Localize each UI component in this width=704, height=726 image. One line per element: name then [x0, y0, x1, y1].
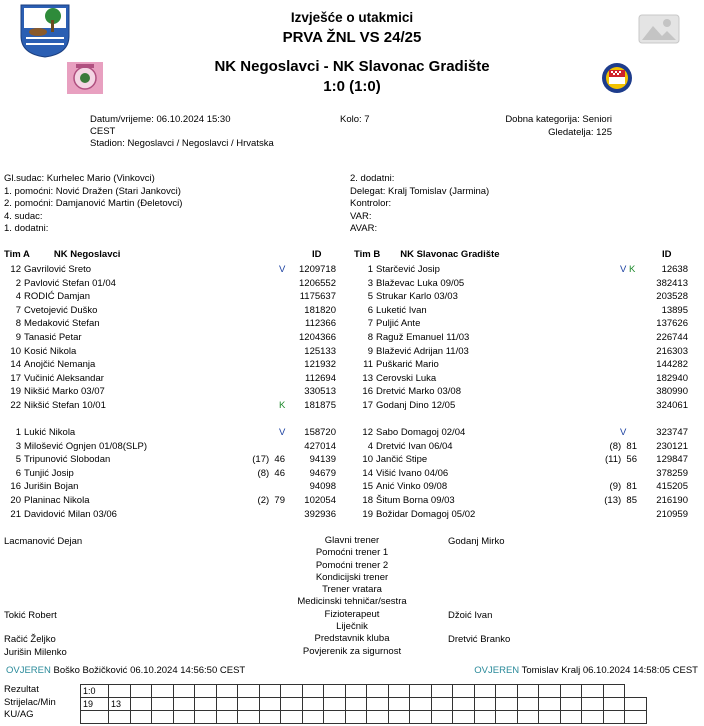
player-number: 2 — [15, 277, 21, 289]
summary-cell — [238, 711, 260, 724]
official-line: Delegat: Kralj Tomislav (Jarmina) — [350, 185, 490, 197]
summary-cell — [195, 698, 217, 711]
player-number: 19 — [10, 386, 21, 398]
player-row — [0, 358, 352, 372]
summary-cell — [388, 685, 410, 698]
player-number: 5 — [15, 454, 21, 466]
player-id: 181875 — [304, 399, 336, 411]
player-id: 158720 — [304, 427, 336, 438]
official-line: AVAR: — [350, 223, 378, 235]
summary-cell — [367, 711, 389, 724]
summary-cell — [431, 685, 453, 698]
summary-cell — [625, 711, 647, 724]
player-number: 13 — [362, 372, 373, 384]
player-row — [352, 399, 704, 413]
summary-cell — [259, 685, 281, 698]
summary-cell — [603, 711, 625, 724]
official-line: 4. sudac: — [4, 210, 43, 222]
card-mark: K — [279, 399, 286, 411]
report-title: Izvješće o utakmici — [290, 10, 414, 25]
player-id: 1204366 — [299, 331, 336, 343]
substitution-info: (13) 85 — [604, 494, 637, 506]
player-name: Godanj Dino 12/05 — [376, 399, 456, 411]
player-row — [0, 277, 352, 291]
summary-cell: 19 — [81, 698, 109, 711]
substitution-info: (17) 46 — [252, 454, 285, 466]
match-title: NK Negoslavci - NK Slavonac Gradište — [214, 58, 490, 75]
summary-cell — [109, 711, 131, 724]
summary-cell — [173, 711, 195, 724]
player-number: 6 — [15, 467, 21, 479]
staff-role: Kondicijski trener — [315, 571, 389, 583]
summary-cell — [324, 698, 346, 711]
player-name: Jurišin Bojan — [24, 481, 79, 493]
league-title: PRVA ŽNL VS 24/25 — [282, 29, 422, 46]
sub-row — [352, 480, 704, 494]
player-number: 3 — [367, 277, 373, 289]
player-id: 94679 — [309, 467, 336, 479]
player-row — [352, 263, 704, 277]
official-line: 2. dodatni: — [350, 173, 395, 184]
player-row — [0, 372, 352, 386]
player-name: Višić Ivano 04/06 — [376, 467, 449, 479]
summary-cell — [410, 698, 432, 711]
sub-row — [352, 440, 704, 454]
sub-row — [0, 440, 352, 454]
player-id: 1175637 — [299, 291, 336, 303]
captain-mark: V — [620, 427, 627, 438]
player-id: 216303 — [656, 345, 688, 357]
summary-cell — [582, 711, 604, 724]
player-row — [0, 263, 352, 277]
team-a-club-rep: Račić Željko — [4, 634, 56, 645]
summary-cell — [238, 685, 260, 698]
captain-mark: V — [620, 264, 627, 275]
team-b-verification: OVJEREN Tomislav Kralj 06.10.2024 14:58:05 CEST — [474, 665, 698, 676]
player-id: 230121 — [656, 440, 688, 452]
staff-role: Medicinski tehničar/sestra — [297, 596, 407, 608]
sub-row — [352, 467, 704, 481]
ku-label: KU/AG — [4, 709, 34, 720]
summary-cell — [81, 711, 109, 724]
summary-cell — [324, 685, 346, 698]
sub-row — [352, 453, 704, 467]
sub-row — [0, 494, 352, 508]
player-name: Kosić Nikola — [24, 345, 77, 357]
player-name: Blažević Adrijan 11/03 — [376, 345, 469, 357]
substitution-info: (9) 81 — [609, 481, 637, 493]
summary-cell — [345, 711, 367, 724]
player-id: 392936 — [304, 508, 336, 520]
spectators: Gledatelja: 125 — [548, 127, 612, 138]
player-name: Cvetojević Duško — [24, 304, 98, 316]
team-b-head-coach: Godanj Mirko — [448, 536, 505, 547]
player-name: Sabo Domagoj 02/04 — [376, 427, 466, 438]
player-id: 378259 — [656, 467, 688, 479]
staff-role: Pomoćni trener 1 — [315, 547, 389, 559]
summary-cell — [281, 711, 303, 724]
summary-cell — [496, 711, 518, 724]
player-number: 4 — [15, 291, 21, 303]
match-score: 1:0 (1:0) — [323, 78, 381, 95]
player-name: Pavlović Stefan 01/04 — [24, 277, 116, 289]
player-id: 226744 — [656, 331, 688, 343]
summary-cell — [109, 685, 131, 698]
sub-row — [0, 508, 352, 522]
player-name: Tunjić Josip — [24, 467, 74, 479]
player-number: 17 — [10, 372, 21, 384]
player-id: 1206552 — [299, 277, 336, 289]
summary-cell — [603, 685, 625, 698]
summary-cell — [367, 698, 389, 711]
player-name: Puškarić Mario — [376, 359, 439, 371]
summary-cell — [345, 698, 367, 711]
player-number: 1 — [15, 427, 21, 438]
officials-right — [350, 173, 489, 236]
player-row — [352, 331, 704, 345]
team-a-head-coach: Lacmanović Dejan — [4, 536, 83, 547]
summary-cell — [560, 698, 582, 711]
player-row — [352, 317, 704, 331]
summary-cell — [388, 698, 410, 711]
summary-cell — [453, 685, 475, 698]
official-line: Kontrolor: — [350, 198, 392, 210]
player-id: 144282 — [656, 359, 688, 371]
player-name: RODIĆ Damjan — [24, 291, 90, 303]
player-number: 7 — [367, 318, 373, 330]
player-name: Blaževac Luka 09/05 — [376, 277, 465, 289]
player-number: 14 — [10, 359, 21, 371]
player-id: 94139 — [309, 454, 336, 466]
sub-row — [352, 508, 704, 522]
player-id: 380990 — [656, 386, 688, 398]
summary-cell — [410, 685, 432, 698]
player-name: Cerovski Luka — [376, 372, 437, 384]
summary-cell — [302, 685, 324, 698]
player-name: Nikšić Stefan 10/01 — [24, 399, 106, 411]
player-name: Šitum Borna 09/03 — [376, 494, 455, 506]
officials-left — [4, 173, 182, 236]
staff-role: Pomoćni trener 2 — [315, 559, 389, 571]
player-id: 94098 — [309, 481, 336, 493]
sub-row — [0, 480, 352, 494]
summary-cell — [281, 685, 303, 698]
summary-cell — [539, 685, 561, 698]
player-row — [352, 358, 704, 372]
staff-role: Trener vratara — [322, 584, 382, 596]
player-number: 5 — [367, 291, 373, 303]
summary-cell — [496, 685, 518, 698]
player-id: 210959 — [656, 508, 688, 520]
player-number: 18 — [362, 494, 373, 506]
summary-cell — [281, 698, 303, 711]
datetime: Datum/vrijeme: 06.10.2024 15:30 — [90, 114, 231, 125]
staff-role: Glavni trener — [324, 535, 380, 546]
summary-cell — [517, 698, 539, 711]
summary-cell — [582, 685, 604, 698]
team-b-club-rep: Dretvić Branko — [448, 634, 511, 645]
player-id: 324061 — [656, 399, 688, 411]
team-b-id-header: ID — [662, 249, 672, 260]
summary-row — [81, 711, 647, 724]
player-name: Anojčić Nemanja — [24, 359, 96, 371]
player-name: Planinac Nikola — [24, 494, 90, 506]
summary-cell — [431, 711, 453, 724]
player-id: 330513 — [304, 386, 336, 398]
summary-cell — [517, 685, 539, 698]
summary-cell — [130, 711, 152, 724]
player-name: Gavrilović Sreto — [24, 264, 92, 275]
scorer-label: Strijelac/Min — [4, 696, 56, 708]
player-id: 427014 — [304, 440, 336, 452]
player-number: 16 — [10, 481, 21, 493]
player-number: 19 — [362, 508, 373, 520]
summary-cell — [195, 711, 217, 724]
player-number: 12 — [362, 427, 373, 438]
summary-cell — [603, 698, 625, 711]
player-number: 6 — [367, 304, 373, 316]
player-id: 121932 — [304, 359, 336, 371]
team-b-physio: Džoić Ivan — [448, 610, 493, 621]
player-name: Jančić Stipe — [376, 454, 428, 466]
summary-cell — [453, 698, 475, 711]
official-line: Gl.sudac: Kurhelec Mario (Vinkovci) — [4, 173, 155, 184]
staff-roles — [0, 535, 704, 658]
substitution-info: (8) 46 — [257, 467, 285, 479]
summary-cell — [410, 711, 432, 724]
player-name: Puljić Ante — [376, 318, 421, 330]
sub-row — [0, 426, 352, 440]
player-number: 17 — [362, 399, 373, 411]
summary-cell — [130, 685, 152, 698]
player-id: 12638 — [661, 264, 688, 275]
sub-row — [0, 467, 352, 481]
player-name: Tripunović Slobodan — [24, 454, 111, 466]
summary-cell — [474, 711, 496, 724]
player-number: 8 — [367, 331, 373, 343]
player-id: 182940 — [656, 372, 688, 384]
staff-role: Predstavnik kluba — [314, 633, 390, 645]
player-name: Luketić Ivan — [376, 304, 427, 316]
player-name: Nikšić Marko 03/07 — [24, 386, 105, 398]
player-number: 8 — [15, 318, 21, 330]
player-number: 10 — [10, 345, 21, 357]
verified-status: OVJEREN — [474, 665, 520, 676]
player-id: 13895 — [661, 304, 688, 316]
substitution-info: (2) 79 — [257, 494, 285, 506]
player-name: Božidar Domagoj 05/02 — [376, 508, 476, 520]
summary-cell — [474, 698, 496, 711]
player-id: 129847 — [656, 454, 688, 466]
summary-cell — [259, 711, 281, 724]
player-row — [0, 345, 352, 359]
summary-cell — [195, 685, 217, 698]
player-number: 12 — [10, 264, 21, 275]
sub-row — [352, 426, 704, 440]
summary-cell — [539, 711, 561, 724]
player-id: 382413 — [656, 277, 688, 289]
player-row — [0, 399, 352, 413]
player-name: Vučinić Aleksandar — [24, 372, 104, 384]
official-line: 1. pomoćni: Nović Dražen (Stari Jankovci) — [4, 185, 181, 197]
official-line: VAR: — [350, 210, 372, 222]
summary-cell — [496, 698, 518, 711]
player-row — [352, 385, 704, 399]
player-row — [352, 304, 704, 318]
captain-mark: V — [279, 264, 286, 275]
summary-row — [81, 685, 647, 698]
player-row — [0, 290, 352, 304]
official-line: 2. pomoćni: Damjanović Martin (Đeletovci) — [4, 198, 183, 210]
captain-mark: V — [279, 427, 286, 438]
player-id: 216190 — [656, 494, 688, 506]
team-a-id-header: ID — [312, 249, 322, 260]
summary-cell — [517, 711, 539, 724]
summary-cell — [152, 711, 174, 724]
stadium: Stadion: Negoslavci / Negoslavci / Hrvatska — [90, 138, 274, 149]
summary-cell — [216, 698, 238, 711]
team-a-verification: OVJEREN Boško Božičković 06.10.2024 14:56:50 CEST — [6, 665, 246, 676]
player-name: Anić Vinko 09/08 — [376, 481, 448, 493]
summary-cell — [582, 698, 604, 711]
summary-cell — [453, 711, 475, 724]
substitution-info: (8) 81 — [609, 440, 637, 452]
player-name: Lukić Nikola — [24, 427, 76, 438]
summary-cell — [130, 698, 152, 711]
player-name: Tanasić Petar — [24, 331, 82, 343]
player-id: 102054 — [304, 494, 336, 506]
summary-cell — [539, 698, 561, 711]
player-number: 3 — [15, 440, 21, 452]
card-mark: K — [629, 264, 636, 275]
player-number: 1 — [367, 264, 373, 275]
player-row — [352, 345, 704, 359]
player-id: 323747 — [656, 427, 688, 438]
player-row — [352, 277, 704, 291]
player-name: Strukar Karlo 03/03 — [376, 291, 458, 303]
player-id: 137626 — [656, 318, 688, 330]
player-number: 14 — [362, 467, 373, 479]
result-label: Rezultat — [4, 684, 39, 695]
summary-labels — [4, 684, 56, 722]
summary-cell — [173, 698, 195, 711]
player-number: 21 — [10, 508, 21, 520]
summary-cell — [431, 698, 453, 711]
official-line: 1. dodatni: — [4, 223, 49, 235]
summary-cell — [259, 698, 281, 711]
team-b-subs — [352, 426, 704, 521]
team-a-security: Jurišin Milenko — [4, 647, 67, 658]
player-number: 11 — [363, 359, 373, 371]
player-name: Raguž Emanuel 11/03 — [376, 331, 470, 343]
player-name: Dretvić Ivan 06/04 — [376, 440, 453, 452]
summary-row — [81, 698, 647, 711]
summary-grid — [80, 684, 647, 724]
staff-role: Fizioterapeut — [324, 608, 380, 620]
summary-cell — [367, 685, 389, 698]
summary-cell — [173, 685, 195, 698]
team-b-header: Tim B NK Slavonac Gradište — [354, 249, 500, 260]
team-a-starters — [0, 263, 352, 413]
staff-role: Povjerenik za sigurnost — [302, 645, 402, 657]
summary-cell: 13 — [109, 698, 131, 711]
player-number: 9 — [367, 345, 373, 357]
age-category: Dobna kategorija: Seniori — [505, 114, 612, 125]
player-id: 1209718 — [299, 264, 336, 275]
team-a-subs — [0, 426, 352, 521]
summary-cell — [238, 698, 260, 711]
player-number: 4 — [367, 440, 373, 452]
player-name: Medaković Stefan — [24, 318, 100, 330]
summary-cell — [152, 698, 174, 711]
summary-cell — [152, 685, 174, 698]
player-row — [352, 372, 704, 386]
summary-cell — [324, 711, 346, 724]
player-id: 415205 — [656, 481, 688, 493]
summary-cell — [216, 685, 238, 698]
summary-cell — [302, 711, 324, 724]
player-id: 112366 — [305, 318, 336, 330]
player-name: Davidović Milan 03/06 — [24, 508, 117, 520]
summary-cell — [560, 711, 582, 724]
summary-cell — [345, 685, 367, 698]
sub-row — [0, 453, 352, 467]
round: Kolo: 7 — [340, 114, 370, 125]
timezone: CEST — [90, 126, 116, 137]
player-number: 7 — [15, 304, 21, 316]
player-number: 20 — [10, 494, 21, 506]
player-id: 125133 — [304, 345, 336, 357]
player-name: Dretvić Marko 03/08 — [376, 386, 462, 398]
player-name: Milošević Ognjen 01/08(SLP) — [24, 440, 148, 452]
summary-cell — [388, 711, 410, 724]
player-row — [0, 385, 352, 399]
team-b-starters — [352, 263, 704, 413]
player-row — [0, 304, 352, 318]
team-a-header: Tim A NK Negoslavci — [4, 249, 121, 260]
team-a-physio: Tokić Robert — [4, 610, 57, 621]
summary-cell: 1:0 — [81, 685, 109, 698]
sub-row — [352, 494, 704, 508]
substitution-info: (11) 56 — [604, 454, 637, 466]
verified-status: OVJEREN — [6, 665, 51, 676]
summary-cell — [560, 685, 582, 698]
player-name: Starčević Josip — [376, 264, 440, 275]
player-row — [0, 331, 352, 345]
player-row — [352, 290, 704, 304]
summary-cell — [302, 698, 324, 711]
player-number: 9 — [15, 331, 21, 343]
player-number: 10 — [362, 454, 373, 466]
player-row — [0, 317, 352, 331]
summary-cell — [474, 685, 496, 698]
player-number: 22 — [10, 399, 21, 411]
summary-cell — [625, 698, 647, 711]
summary-cell — [216, 711, 238, 724]
staff-role: Liječnik — [336, 621, 368, 633]
player-id: 203528 — [656, 291, 688, 303]
player-number: 16 — [362, 386, 373, 398]
player-id: 112694 — [305, 372, 336, 384]
player-number: 15 — [362, 481, 373, 493]
player-id: 181820 — [304, 304, 336, 316]
